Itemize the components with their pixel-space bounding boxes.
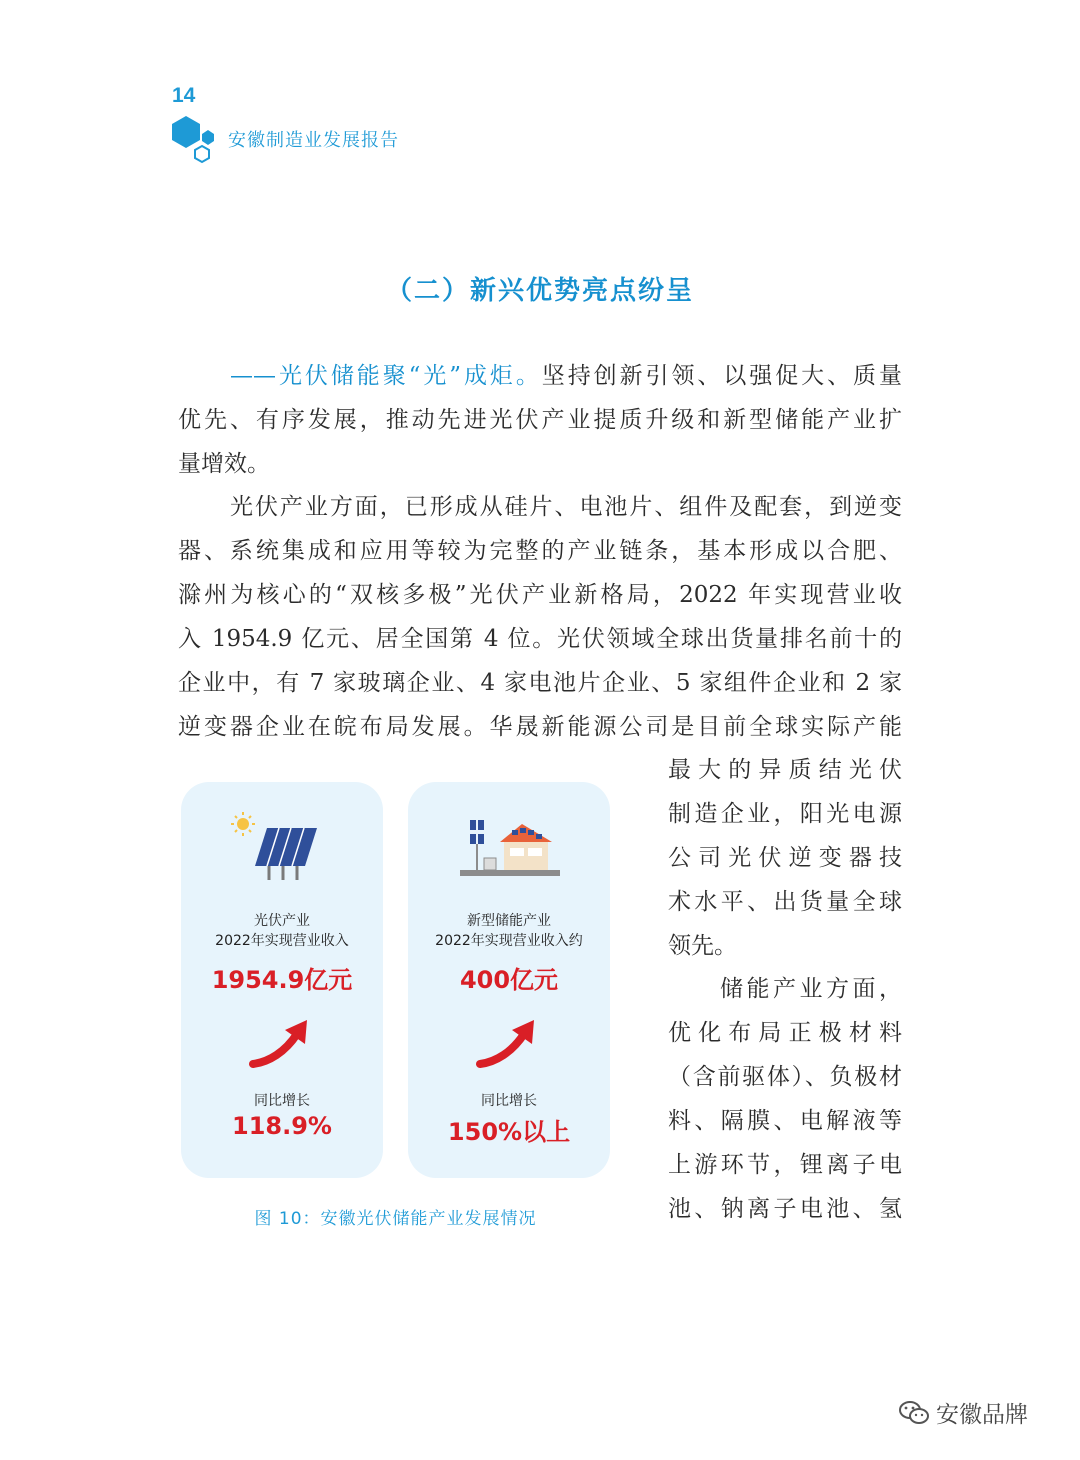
hexagon-logo-icon [170,116,222,166]
paragraph-line: 优化布局正极材料 [668,1020,902,1046]
solar-panel-icon [227,810,337,882]
paragraph-line: 量增效。 [178,451,270,477]
energy-storage-stat-card [408,782,610,1178]
report-title: 安徽制造业发展报告 [228,130,399,151]
paragraph-line: 企业中，有 7 家玻璃企业、4 家电池片企业、5 家组件企业和 2 家 [178,670,902,696]
wechat-watermark [898,1396,1028,1429]
paragraph-energy-storage [668,967,902,1231]
growth-arrow-icon [247,1016,317,1072]
paragraph-line: 公司光伏逆变器技 [668,845,902,871]
paragraph-line: 坚持创新引领、以强促大、质量 [541,363,903,389]
paragraph-line: 逆变器企业在皖布局发展。华晟新能源公司是目前全球实际产能 [178,714,902,740]
paragraph-line: 入 1954.9 亿元、居全国第 4 位。光伏领域全球出货量排名前十的 [178,626,902,652]
watermark-text: 安徽品牌 [936,1402,1028,1428]
card-revenue-value: 1954.9亿元 [211,966,353,994]
paragraph-line: 储能产业方面， [720,976,902,1002]
wechat-icon [898,1399,930,1427]
figure-caption: 图 10：安徽光伏储能产业发展情况 [254,1209,537,1229]
paragraph-lead: ——光伏储能聚“光”成炬。 [230,363,542,389]
energy-storage-house-icon [454,810,564,882]
paragraph-line: 池、钠离子电池、氢 [668,1196,902,1222]
section-heading: （二）新兴优势亮点纷呈 [385,276,694,306]
paragraph-line: （含前驱体）、负极材 [668,1064,902,1090]
card-growth-value: 118.9% [232,1112,332,1140]
paragraph-line: 上游环节，锂离子电 [668,1152,902,1178]
card-metric-label: 2022年实现营业收入 [215,933,349,949]
paragraph-continued [668,748,902,968]
paragraph-photovoltaic-intro [178,354,902,486]
card-growth-label: 同比增长 [254,1093,310,1109]
card-metric-label: 2022年实现营业收入约 [435,933,583,949]
paragraph-line: 术水平、出货量全球 [668,889,902,915]
card-category-label: 新型储能产业 [467,913,551,929]
card-revenue-value: 400亿元 [459,966,559,994]
paragraph-line: 光伏产业方面，已形成从硅片、电池片、组件及配套，到逆变 [230,494,902,520]
page-number: 14 [172,84,196,107]
paragraph-line: 滁州为核心的“双核多极”光伏产业新格局，2022 年实现营业收 [178,582,902,608]
paragraph-line: 料、隔膜、电解液等 [668,1108,902,1134]
card-category-label: 光伏产业 [254,913,310,929]
growth-arrow-icon [474,1016,544,1072]
paragraph-line: 领先。 [668,933,737,959]
paragraph-line: 制造企业，阳光电源 [668,801,902,827]
paragraph-photovoltaic-industry [178,485,902,749]
paragraph-line: 最大的异质结光伏 [668,757,902,783]
card-growth-value: 150%以上 [447,1118,571,1146]
paragraph-line: 优先、有序发展，推动先进光伏产业提质升级和新型储能产业扩 [178,407,902,433]
photovoltaic-stat-card [181,782,383,1178]
paragraph-line: 器、系统集成和应用等较为完整的产业链条，基本形成以合肥、 [178,538,902,564]
card-growth-label: 同比增长 [481,1093,537,1109]
